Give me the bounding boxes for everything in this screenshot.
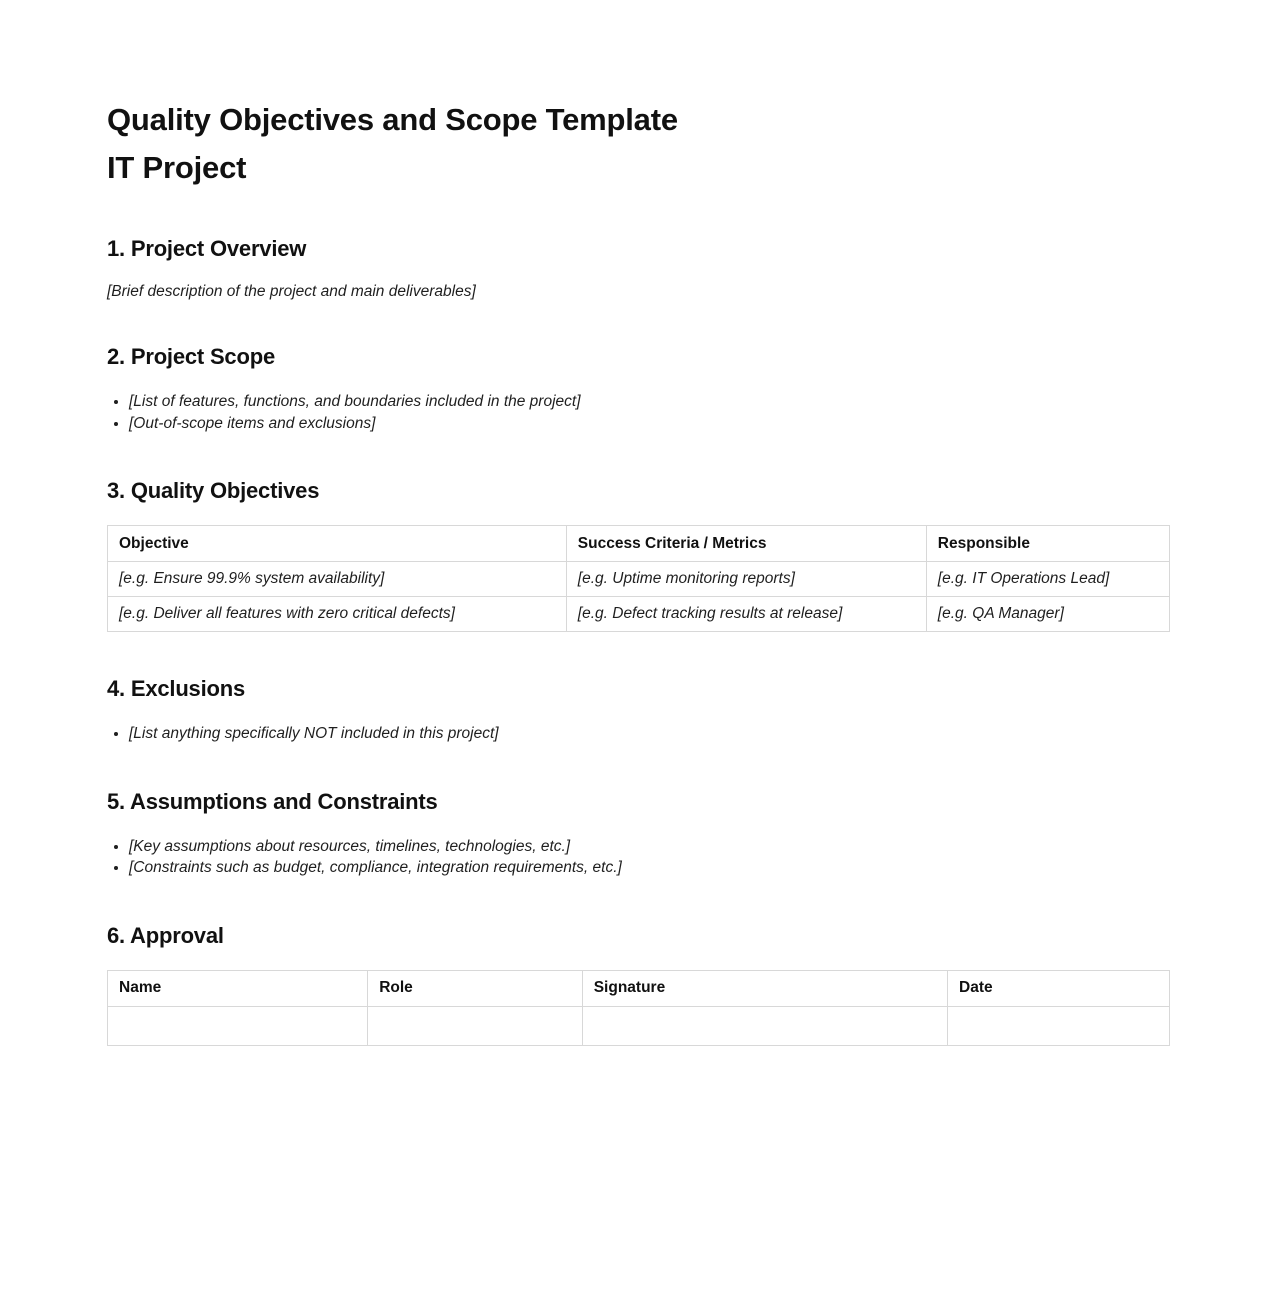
section-heading-exclusions: 4. Exclusions xyxy=(107,676,246,701)
table-cell: [e.g. QA Manager] xyxy=(926,597,1169,632)
project-scope-list xyxy=(107,391,1170,434)
exclusions-list xyxy=(107,723,1170,745)
project-overview-placeholder: [Brief description of the project and main deliverables] xyxy=(107,283,476,300)
table-header-row xyxy=(108,970,1170,1006)
section-heading-assumptions-constraints: 5. Assumptions and Constraints xyxy=(107,788,438,814)
table-cell xyxy=(368,1006,583,1045)
list-item: • [Key assumptions about resources, timelines, technologies, etc.] xyxy=(129,836,1170,858)
table-row xyxy=(108,562,1170,597)
section-assumptions-constraints xyxy=(107,789,1170,879)
section-heading-project-overview: 1. Project Overview xyxy=(107,236,307,261)
quality-objectives-table xyxy=(107,525,1170,632)
list-item: • [List anything specifically NOT included in this project] xyxy=(129,723,1170,745)
table-cell: [e.g. Defect tracking results at release] xyxy=(566,597,926,632)
column-header-date: Date xyxy=(948,970,1170,1006)
section-exclusions xyxy=(107,676,1170,745)
section-heading-project-scope: 2. Project Scope xyxy=(107,344,275,369)
section-heading-quality-objectives: 3. Quality Objectives xyxy=(107,478,320,503)
table-cell: [e.g. Deliver all features with zero critical defects] xyxy=(108,597,567,632)
section-approval xyxy=(107,923,1170,1046)
approval-table xyxy=(107,970,1170,1046)
table-cell xyxy=(582,1006,947,1045)
list-item: • [Constraints such as budget, compliance, integration requirements, etc.] xyxy=(129,857,1170,879)
table-cell xyxy=(108,1006,368,1045)
table-header-row xyxy=(108,526,1170,562)
table-cell xyxy=(948,1006,1170,1045)
section-project-scope xyxy=(107,344,1170,434)
section-project-overview xyxy=(107,236,1170,300)
column-header-name: Name xyxy=(108,970,368,1006)
section-heading-approval: 6. Approval xyxy=(107,922,224,948)
assumptions-constraints-list xyxy=(107,836,1170,879)
column-header-signature: Signature xyxy=(582,970,947,1006)
list-item: • [Out-of-scope items and exclusions] xyxy=(129,413,1170,435)
table-cell: [e.g. Uptime monitoring reports] xyxy=(566,562,926,597)
column-header-success-criteria: Success Criteria / Metrics xyxy=(566,526,926,562)
document-title xyxy=(107,96,1170,192)
section-quality-objectives xyxy=(107,478,1170,632)
table-row xyxy=(108,1006,1170,1045)
column-header-objective: Objective xyxy=(108,526,567,562)
table-cell: [e.g. Ensure 99.9% system availability] xyxy=(108,562,567,597)
document-title-line1: Quality Objectives and Scope Template xyxy=(107,102,678,137)
column-header-role: Role xyxy=(368,970,583,1006)
list-item: • [List of features, functions, and boundaries included in the project] xyxy=(129,391,1170,413)
table-cell: [e.g. IT Operations Lead] xyxy=(926,562,1169,597)
document-title-line2: IT Project xyxy=(107,150,247,185)
table-row xyxy=(108,597,1170,632)
column-header-responsible: Responsible xyxy=(926,526,1169,562)
